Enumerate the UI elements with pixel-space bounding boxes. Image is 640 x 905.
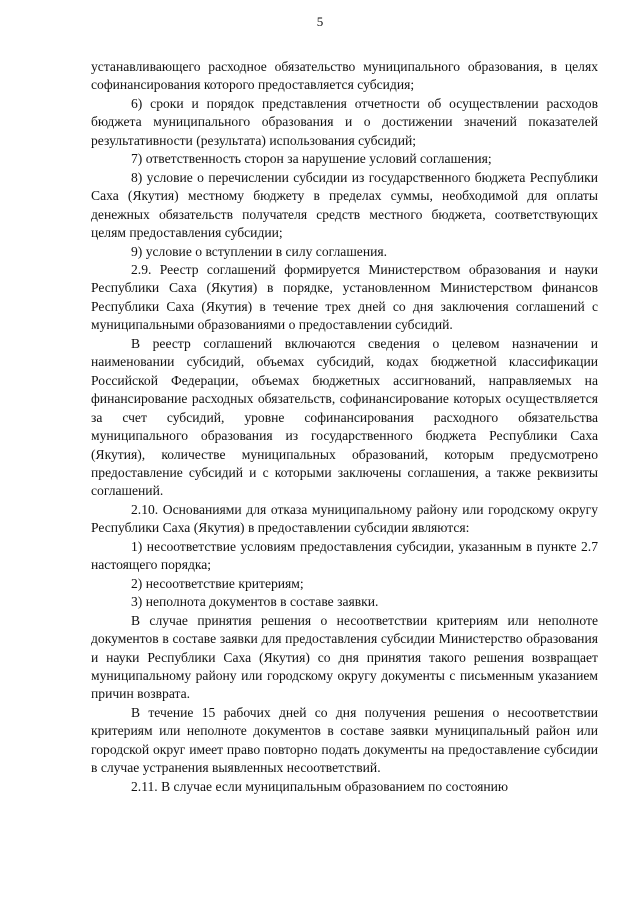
- paragraph-2-10: 2.10. Основаниями для отказа муниципальному району или городскому округу Республики Саха (Якутия) в предоставлении субсидии являются:: [91, 501, 598, 536]
- paragraph-continuation: устанавливающего расходное обязательство муниципального образования, в целях софинансирования которого предоставляется субсидия;: [91, 59, 598, 93]
- paragraph-item-7: 7) ответственность сторон за нарушение условий соглашения;: [131, 151, 492, 167]
- paragraph-item-9: 9) условие о вступлении в силу соглашения.: [131, 243, 388, 259]
- paragraph-registry-contents: В реестр соглашений включаются сведения о целевом назначении и наименовании субсидий, объемах субсидий, кодах бюджетной классификации Российской Федерации, объемах бюджетных ассигнований, направляемых на финансирование расходных обязательств, софинансирование которых осуществляется за счет субсидий, уровне софинансирования расходного обязательства муниципального образования из государственного бюджета Республики Саха (Якутия), количестве муниципальных образований, которым предусмотрено предоставление субсидий и с которыми заключены соглашения, а также реквизиты соглашений.: [91, 335, 598, 499]
- paragraph-2-11: 2.11. В случае если муниципальным образованием по состоянию: [131, 778, 509, 794]
- paragraph-return-decision: В случае принятия решения о несоответствии критериям или неполноте документов в составе заявки для предоставления субсидии Министерство образования и науки Республики Саха (Якутия) со дня принятия такого решения возвращает муниципальному району или городскому округу документы с письменным указанием причин возврата.: [91, 612, 598, 702]
- paragraph-resubmission: В течение 15 рабочих дней со дня получения решения о несоответствии критериям или неполноте документов в составе заявки муниципальный район или городской округ имеет право повторно подать документы на предоставление субсидии в случае устранения выявленных несоответствий.: [91, 704, 598, 776]
- paragraph-item-6: 6) сроки и порядок представления отчетности об осуществлении расходов бюджета муниципального образования и о достижении значений показателей результативности (результата) использования субсидий;: [91, 95, 598, 148]
- document-body: [91, 58, 598, 796]
- page-number: 5: [316, 14, 324, 29]
- paragraph-item-8: 8) условие о перечислении субсидии из государственного бюджета Республики Саха (Якутия) местному бюджету в пределах суммы, необходимой для оплаты денежных обязательств получателя средств местного бюджета, соответствующих целям предоставления субсидии;: [91, 169, 598, 241]
- paragraph-refusal-3: 3) неполнота документов в составе заявки.: [131, 594, 379, 610]
- paragraph-2-9: 2.9. Реестр соглашений формируется Министерством образования и науки Республики Саха (Якутия) в порядке, установленном Министерством финансов Республики Саха (Якутия) в течение трех дней со дня заключения соглашений с муниципальными образованиями о предоставлении субсидий.: [91, 261, 598, 333]
- paragraph-refusal-2: 2) несоответствие критериям;: [131, 575, 304, 591]
- paragraph-refusal-1: 1) несоответствие условиям предоставления субсидии, указанным в пункте 2.7 настоящего порядка;: [91, 538, 598, 573]
